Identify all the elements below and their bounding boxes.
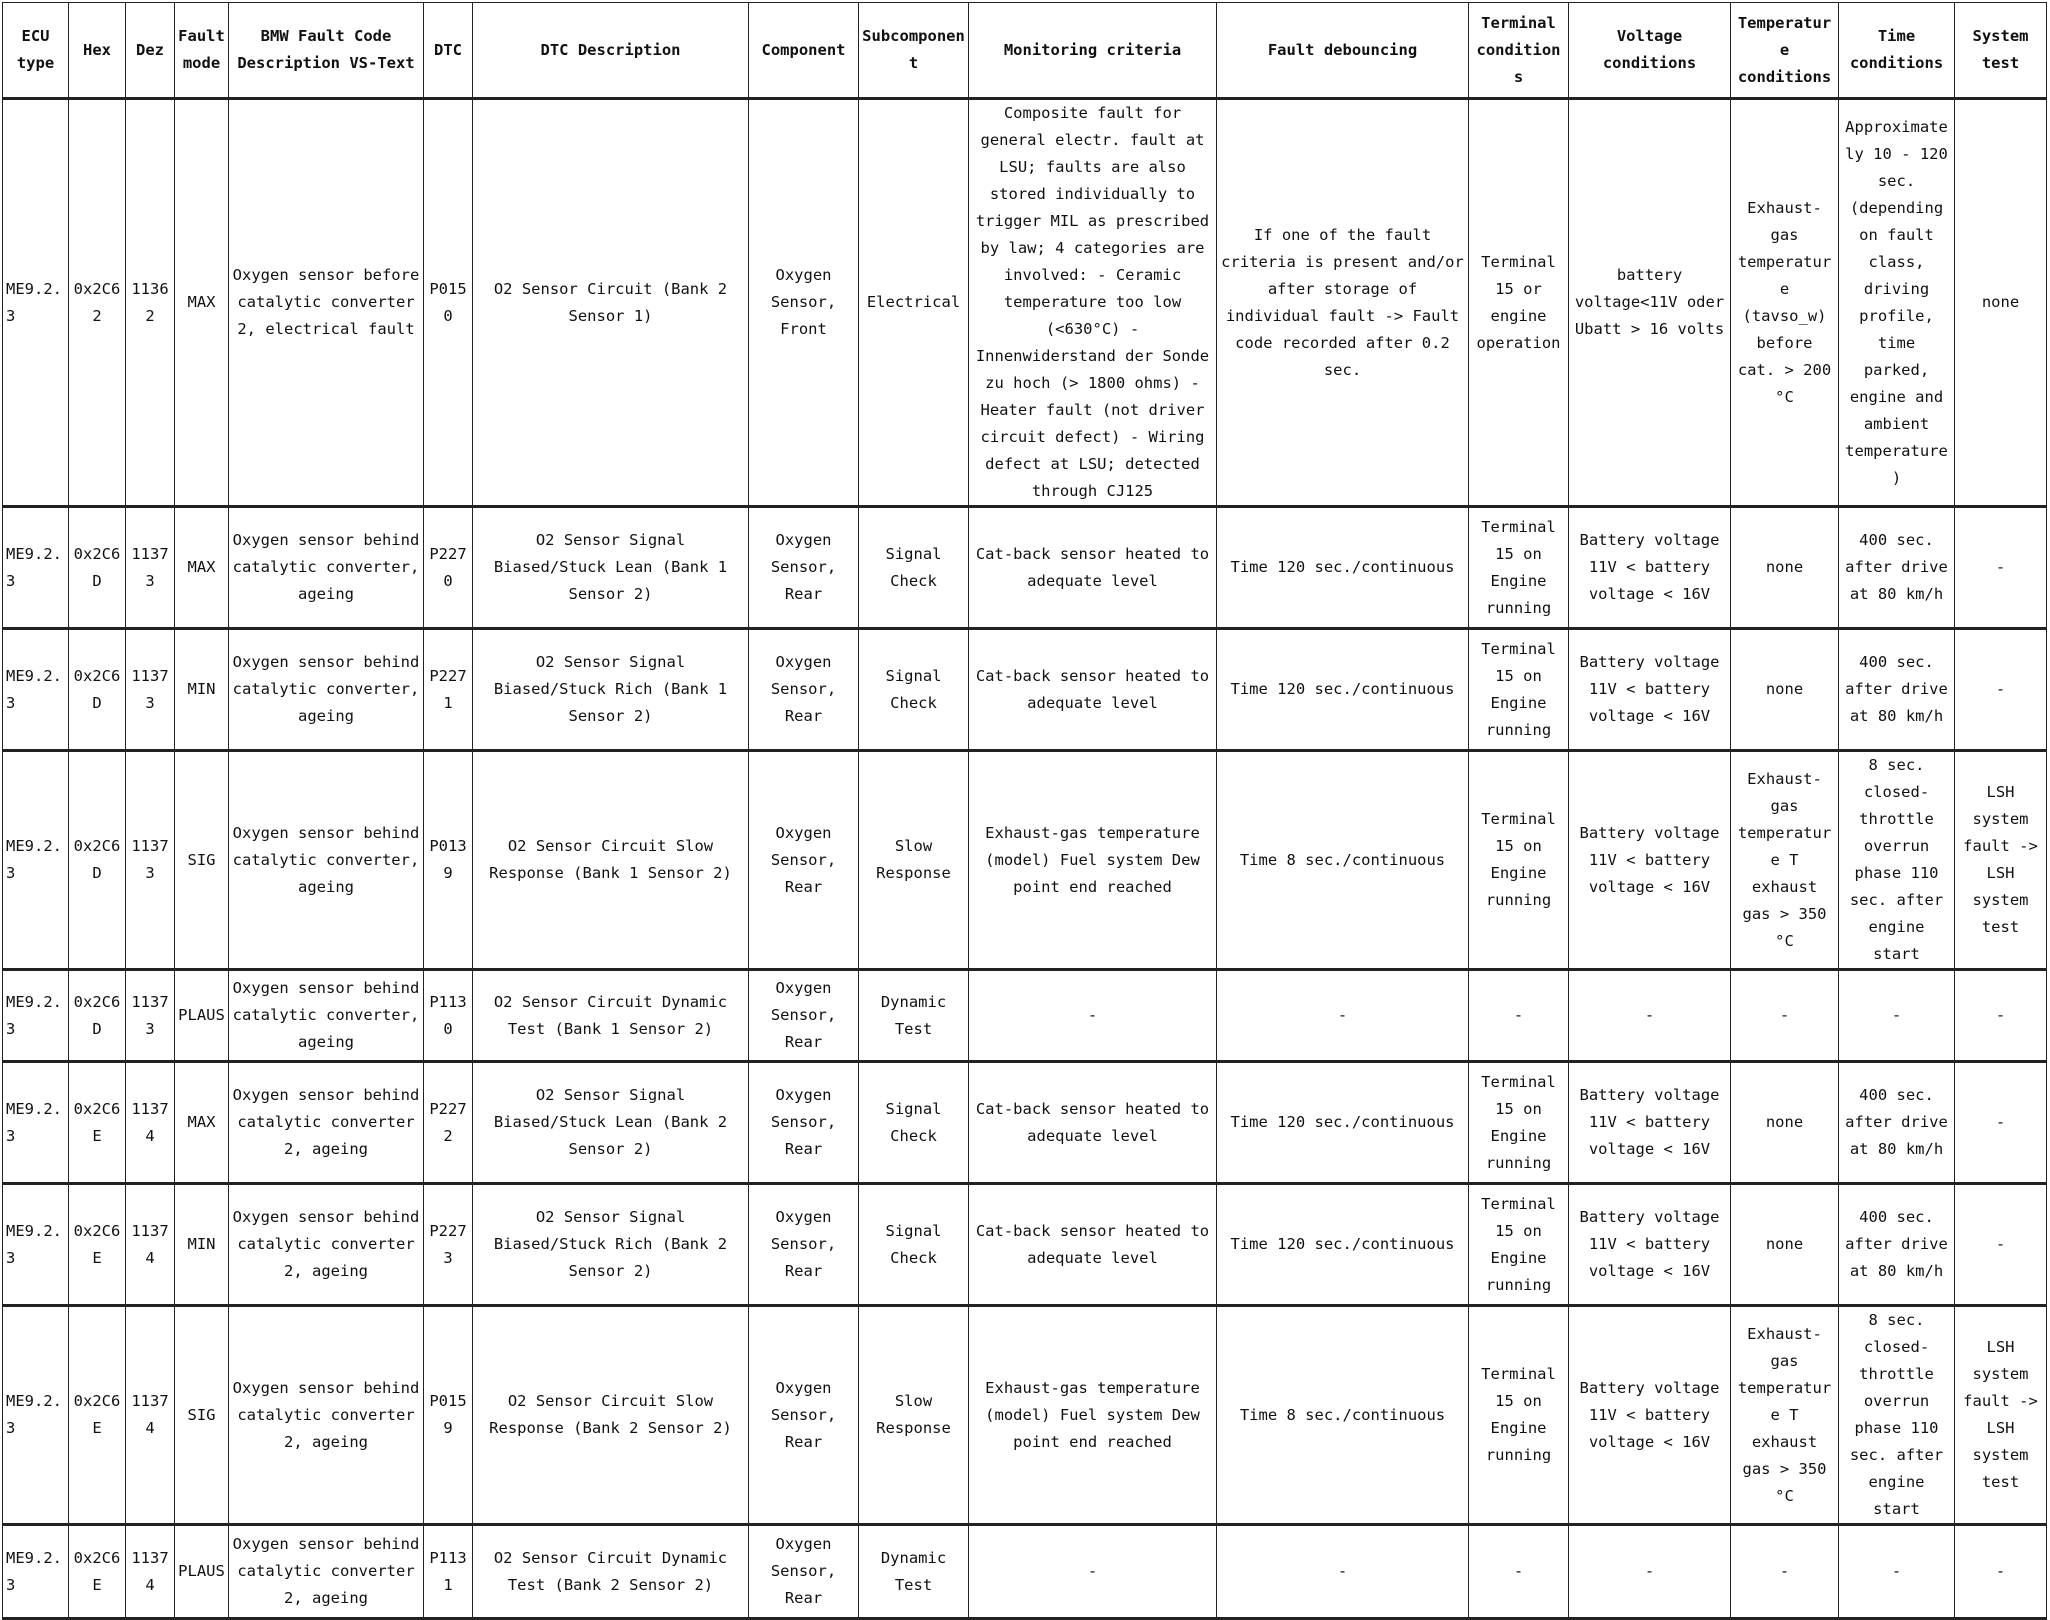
cell-temperature-conditions: -: [1731, 970, 1839, 1062]
cell-system-test: -: [1955, 1525, 2047, 1619]
cell-fault-mode: MAX: [175, 99, 229, 507]
table-row: [3, 507, 2047, 629]
cell-dtc: P2271: [424, 629, 473, 751]
cell-system-test: none: [1955, 99, 2047, 507]
cell-fault-debouncing: Time 120 sec./continuous: [1217, 1062, 1469, 1184]
cell-voltage-conditions: Battery voltage 11V < battery voltage < 16V: [1569, 1184, 1731, 1306]
col-header-terminal-conditions: Terminal conditions: [1469, 3, 1569, 99]
cell-fault-debouncing: -: [1217, 1525, 1469, 1619]
cell-subcomponent: Signal Check: [859, 507, 969, 629]
cell-monitoring-criteria: Cat-back sensor heated to adequate level: [969, 1062, 1217, 1184]
cell-dtc: P2272: [424, 1062, 473, 1184]
cell-bmw-description: Oxygen sensor before catalytic converter 2, electrical fault: [229, 99, 424, 507]
col-header-fault-mode: Fault mode: [175, 3, 229, 99]
cell-monitoring-criteria: Cat-back sensor heated to adequate level: [969, 1184, 1217, 1306]
cell-component: Oxygen Sensor, Rear: [749, 629, 859, 751]
cell-system-test: -: [1955, 507, 2047, 629]
cell-system-test: -: [1955, 1184, 2047, 1306]
cell-voltage-conditions: Battery voltage 11V < battery voltage < 16V: [1569, 507, 1731, 629]
cell-ecu-type: ME9.2.3: [3, 1184, 69, 1306]
cell-terminal-conditions: Terminal 15 on Engine running: [1469, 1306, 1569, 1525]
cell-terminal-conditions: -: [1469, 1525, 1569, 1619]
table-row: [3, 629, 2047, 751]
cell-ecu-type: ME9.2.3: [3, 629, 69, 751]
cell-bmw-description: Oxygen sensor behind catalytic converter, ageing: [229, 507, 424, 629]
cell-monitoring-criteria: -: [969, 1525, 1217, 1619]
cell-terminal-conditions: Terminal 15 on Engine running: [1469, 1184, 1569, 1306]
cell-time-conditions: 8 sec. closed-throttle overrun phase 110 sec. after engine start: [1839, 751, 1955, 970]
cell-temperature-conditions: Exhaust-gas temperature T exhaust gas > 350 °C: [1731, 1306, 1839, 1525]
cell-bmw-description: Oxygen sensor behind catalytic converter 2, ageing: [229, 1306, 424, 1525]
cell-voltage-conditions: Battery voltage 11V < battery voltage < 16V: [1569, 751, 1731, 970]
cell-dtc-description: O2 Sensor Signal Biased/Stuck Lean (Bank 1 Sensor 2): [473, 507, 749, 629]
cell-voltage-conditions: -: [1569, 970, 1731, 1062]
cell-system-test: LSH system fault -> LSH system test: [1955, 751, 2047, 970]
cell-time-conditions: -: [1839, 970, 1955, 1062]
cell-subcomponent: Signal Check: [859, 1062, 969, 1184]
cell-fault-mode: MIN: [175, 1184, 229, 1306]
cell-ecu-type: ME9.2.3: [3, 1306, 69, 1525]
cell-dtc: P1131: [424, 1525, 473, 1619]
col-header-voltage-conditions: Voltage conditions: [1569, 3, 1731, 99]
cell-component: Oxygen Sensor, Rear: [749, 507, 859, 629]
cell-monitoring-criteria: Cat-back sensor heated to adequate level: [969, 629, 1217, 751]
cell-temperature-conditions: none: [1731, 507, 1839, 629]
cell-subcomponent: Dynamic Test: [859, 970, 969, 1062]
cell-hex: 0x2C62: [69, 99, 126, 507]
table-row: [3, 970, 2047, 1062]
cell-subcomponent: Signal Check: [859, 629, 969, 751]
table-row: [3, 1525, 2047, 1619]
cell-dez: 11373: [126, 507, 175, 629]
cell-temperature-conditions: Exhaust-gas temperature (tavso_w) before cat. > 200 °C: [1731, 99, 1839, 507]
cell-dtc: P2270: [424, 507, 473, 629]
col-header-time-conditions: Time conditions: [1839, 3, 1955, 99]
cell-hex: 0x2C6E: [69, 1062, 126, 1184]
cell-subcomponent: Slow Response: [859, 1306, 969, 1525]
cell-dtc-description: O2 Sensor Circuit Dynamic Test (Bank 2 Sensor 2): [473, 1525, 749, 1619]
cell-time-conditions: 400 sec. after drive at 80 km/h: [1839, 507, 1955, 629]
cell-component: Oxygen Sensor, Rear: [749, 1184, 859, 1306]
table-row: [3, 1306, 2047, 1525]
table-row: [3, 99, 2047, 507]
cell-fault-mode: SIG: [175, 751, 229, 970]
cell-dez: 11374: [126, 1062, 175, 1184]
col-header-hex: Hex: [69, 3, 126, 99]
cell-terminal-conditions: Terminal 15 on Engine running: [1469, 507, 1569, 629]
cell-dez: 11373: [126, 970, 175, 1062]
cell-time-conditions: 400 sec. after drive at 80 km/h: [1839, 629, 1955, 751]
cell-dez: 11373: [126, 629, 175, 751]
cell-voltage-conditions: Battery voltage 11V < battery voltage < 16V: [1569, 1306, 1731, 1525]
cell-temperature-conditions: Exhaust-gas temperature T exhaust gas > 350 °C: [1731, 751, 1839, 970]
col-header-dtc: DTC: [424, 3, 473, 99]
cell-time-conditions: Approximately 10 - 120 sec. (depending on fault class, driving profile, time parked, engine and ambient temperature): [1839, 99, 1955, 507]
table-row: [3, 751, 2047, 970]
col-header-bmw-description: BMW Fault Code Description VS-Text: [229, 3, 424, 99]
cell-dtc-description: O2 Sensor Signal Biased/Stuck Rich (Bank 1 Sensor 2): [473, 629, 749, 751]
cell-time-conditions: 400 sec. after drive at 80 km/h: [1839, 1062, 1955, 1184]
cell-dtc: P0150: [424, 99, 473, 507]
cell-time-conditions: -: [1839, 1525, 1955, 1619]
cell-temperature-conditions: none: [1731, 1062, 1839, 1184]
cell-voltage-conditions: -: [1569, 1525, 1731, 1619]
cell-ecu-type: ME9.2.3: [3, 99, 69, 507]
cell-hex: 0x2C6D: [69, 629, 126, 751]
cell-hex: 0x2C6E: [69, 1306, 126, 1525]
cell-hex: 0x2C6E: [69, 1184, 126, 1306]
cell-dtc-description: O2 Sensor Signal Biased/Stuck Rich (Bank 2 Sensor 2): [473, 1184, 749, 1306]
cell-ecu-type: ME9.2.3: [3, 1525, 69, 1619]
cell-bmw-description: Oxygen sensor behind catalytic converter, ageing: [229, 629, 424, 751]
cell-time-conditions: 8 sec. closed-throttle overrun phase 110 sec. after engine start: [1839, 1306, 1955, 1525]
cell-fault-mode: MAX: [175, 507, 229, 629]
cell-hex: 0x2C6D: [69, 970, 126, 1062]
cell-component: Oxygen Sensor, Rear: [749, 1525, 859, 1619]
cell-temperature-conditions: -: [1731, 1525, 1839, 1619]
cell-dtc-description: O2 Sensor Circuit Dynamic Test (Bank 1 Sensor 2): [473, 970, 749, 1062]
col-header-dez: Dez: [126, 3, 175, 99]
cell-monitoring-criteria: Exhaust-gas temperature (model) Fuel system Dew point end reached: [969, 1306, 1217, 1525]
cell-bmw-description: Oxygen sensor behind catalytic converter, ageing: [229, 751, 424, 970]
cell-hex: 0x2C6D: [69, 507, 126, 629]
cell-hex: 0x2C6E: [69, 1525, 126, 1619]
cell-terminal-conditions: Terminal 15 or engine operation: [1469, 99, 1569, 507]
cell-fault-mode: PLAUS: [175, 1525, 229, 1619]
cell-bmw-description: Oxygen sensor behind catalytic converter 2, ageing: [229, 1062, 424, 1184]
cell-subcomponent: Signal Check: [859, 1184, 969, 1306]
cell-dtc: P0139: [424, 751, 473, 970]
cell-ecu-type: ME9.2.3: [3, 751, 69, 970]
cell-subcomponent: Electrical: [859, 99, 969, 507]
cell-fault-debouncing: Time 120 sec./continuous: [1217, 1184, 1469, 1306]
cell-voltage-conditions: battery voltage<11V oder Ubatt > 16 volts: [1569, 99, 1731, 507]
table-body: [3, 99, 2047, 1619]
cell-voltage-conditions: Battery voltage 11V < battery voltage < 16V: [1569, 1062, 1731, 1184]
fault-code-table: [2, 2, 2047, 1620]
cell-time-conditions: 400 sec. after drive at 80 km/h: [1839, 1184, 1955, 1306]
header-row: [3, 3, 2047, 99]
cell-fault-debouncing: If one of the fault criteria is present and/or after storage of individual fault -> Fault code recorded after 0.2 sec.: [1217, 99, 1469, 507]
cell-voltage-conditions: Battery voltage 11V < battery voltage < 16V: [1569, 629, 1731, 751]
cell-fault-mode: PLAUS: [175, 970, 229, 1062]
cell-bmw-description: Oxygen sensor behind catalytic converter, ageing: [229, 970, 424, 1062]
cell-temperature-conditions: none: [1731, 629, 1839, 751]
cell-dtc-description: O2 Sensor Circuit Slow Response (Bank 2 Sensor 2): [473, 1306, 749, 1525]
col-header-component: Component: [749, 3, 859, 99]
cell-component: Oxygen Sensor, Rear: [749, 1062, 859, 1184]
cell-fault-mode: MAX: [175, 1062, 229, 1184]
cell-dez: 11373: [126, 751, 175, 970]
cell-terminal-conditions: Terminal 15 on Engine running: [1469, 629, 1569, 751]
cell-dtc-description: O2 Sensor Circuit Slow Response (Bank 1 Sensor 2): [473, 751, 749, 970]
cell-component: Oxygen Sensor, Rear: [749, 751, 859, 970]
cell-monitoring-criteria: Exhaust-gas temperature (model) Fuel system Dew point end reached: [969, 751, 1217, 970]
cell-ecu-type: ME9.2.3: [3, 970, 69, 1062]
cell-bmw-description: Oxygen sensor behind catalytic converter 2, ageing: [229, 1184, 424, 1306]
cell-bmw-description: Oxygen sensor behind catalytic converter 2, ageing: [229, 1525, 424, 1619]
cell-fault-debouncing: -: [1217, 970, 1469, 1062]
cell-dtc: P0159: [424, 1306, 473, 1525]
cell-dtc: P2273: [424, 1184, 473, 1306]
cell-system-test: -: [1955, 629, 2047, 751]
col-header-temperature-conditions: Temperature conditions: [1731, 3, 1839, 99]
col-header-dtc-description: DTC Description: [473, 3, 749, 99]
col-header-subcomponent: Subcomponent: [859, 3, 969, 99]
cell-subcomponent: Dynamic Test: [859, 1525, 969, 1619]
col-header-monitoring-criteria: Monitoring criteria: [969, 3, 1217, 99]
cell-terminal-conditions: -: [1469, 970, 1569, 1062]
cell-dtc: P1130: [424, 970, 473, 1062]
cell-fault-debouncing: Time 120 sec./continuous: [1217, 507, 1469, 629]
cell-fault-debouncing: Time 8 sec./continuous: [1217, 751, 1469, 970]
cell-monitoring-criteria: Composite fault for general electr. fault at LSU; faults are also stored individually to trigger MIL as prescribed by law; 4 categories are involved: - Ceramic temperature too low (<630°C) - Innenwiderstand der Sonde zu hoch (> 1800 ohms) - Heater fault (not driver circuit defect) - Wiring defect at LSU; detected through CJ125: [969, 99, 1217, 507]
cell-monitoring-criteria: -: [969, 970, 1217, 1062]
cell-dtc-description: O2 Sensor Signal Biased/Stuck Lean (Bank 2 Sensor 2): [473, 1062, 749, 1184]
cell-monitoring-criteria: Cat-back sensor heated to adequate level: [969, 507, 1217, 629]
cell-system-test: -: [1955, 970, 2047, 1062]
col-header-ecu-type: ECU type: [3, 3, 69, 99]
cell-fault-debouncing: Time 120 sec./continuous: [1217, 629, 1469, 751]
cell-component: Oxygen Sensor, Front: [749, 99, 859, 507]
cell-dez: 11374: [126, 1306, 175, 1525]
cell-fault-debouncing: Time 8 sec./continuous: [1217, 1306, 1469, 1525]
cell-temperature-conditions: none: [1731, 1184, 1839, 1306]
cell-system-test: -: [1955, 1062, 2047, 1184]
table-row: [3, 1062, 2047, 1184]
cell-component: Oxygen Sensor, Rear: [749, 1306, 859, 1525]
cell-terminal-conditions: Terminal 15 on Engine running: [1469, 751, 1569, 970]
cell-fault-mode: MIN: [175, 629, 229, 751]
cell-dez: 11362: [126, 99, 175, 507]
cell-dez: 11374: [126, 1184, 175, 1306]
cell-hex: 0x2C6D: [69, 751, 126, 970]
table-row: [3, 1184, 2047, 1306]
cell-ecu-type: ME9.2.3: [3, 1062, 69, 1184]
cell-ecu-type: ME9.2.3: [3, 507, 69, 629]
cell-component: Oxygen Sensor, Rear: [749, 970, 859, 1062]
cell-dez: 11374: [126, 1525, 175, 1619]
cell-dtc-description: O2 Sensor Circuit (Bank 2 Sensor 1): [473, 99, 749, 507]
cell-fault-mode: SIG: [175, 1306, 229, 1525]
cell-system-test: LSH system fault -> LSH system test: [1955, 1306, 2047, 1525]
cell-subcomponent: Slow Response: [859, 751, 969, 970]
col-header-system-test: System test: [1955, 3, 2047, 99]
cell-terminal-conditions: Terminal 15 on Engine running: [1469, 1062, 1569, 1184]
col-header-fault-debouncing: Fault debouncing: [1217, 3, 1469, 99]
